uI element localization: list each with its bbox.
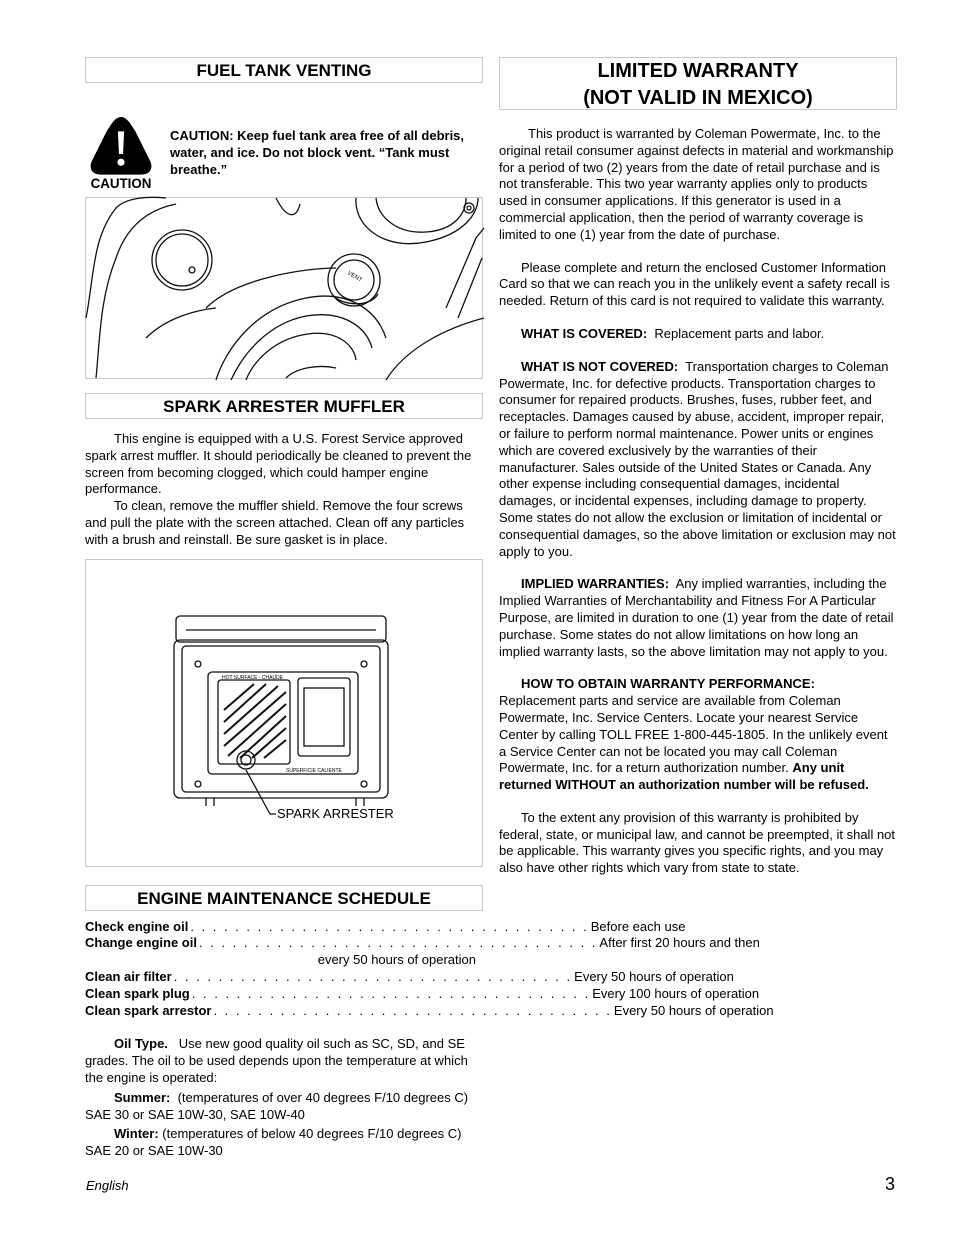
warranty-heading [499,57,897,110]
fuel-cap-figure [85,197,483,379]
oil-type-para: Oil Type. Use new good quality oil such as SC, SD, and SE grades. The oil to be used depends upon the temperature at which the engine is operated: [85,1036,468,1085]
footer-language: English [86,1178,129,1193]
fuel-tank-heading: FUEL TANK VENTING [85,57,483,83]
warranty-how-label: HOW TO OBTAIN WARRANTY PERFORMANCE: [521,676,815,692]
schedule-row-continued: every 50 hours of operation [317,952,476,968]
schedule-row: Clean spark plug . . . . . . . . . . . . . . . . . . . . . . . . . . . . . . . . . . . . Every 100 hours of operation [85,985,760,1001]
warranty-title: LIMITED WARRANTY [597,60,799,82]
svg-text:HOT SURFACE · CHAUDE: HOT SURFACE · CHAUDE [222,674,284,681]
spark-para-2: To clean, remove the muffler shield. Remove the four screws and pull the plate with the screen attached. Clean off any particles with a brush and reinstall. Be sure gasket is in place. [85,498,465,547]
oil-type-section [85,1036,476,1160]
summer-para: Summer: (temperatures of over 40 degrees F/10 degrees C) SAE 30 or SAE 10W-30, SAE 10W-40 [85,1089,469,1122]
schedule-list [85,918,774,1020]
warranty-how-text: Replacement parts and service are available from Coleman Powermate, Inc. Service Centers. Locate your nearest Service Center by calling TOLL FREE 1-800-445-1805. In the unlikely event a Service Center can not be located you may call Coleman Powermate, Inc. for a return authorization number. Any unit returned WITHOUT an authorization number will be refused. [499,693,888,793]
warranty-subtitle: (NOT VALID IN MEXICO) [583,87,813,109]
right-column [499,57,897,877]
svg-text:VENT: VENT [346,270,363,284]
spark-para-1: This engine is equipped with a U.S. Forest Service approved spark arrest muffler. It should periodically be cleaned to prevent the screen from becoming clogged, which could hamper engine performance. [85,431,472,497]
warranty-implied: IMPLIED WARRANTIES: Any implied warranties, including the Implied Warranties of Merchantability and Fitness For A Particular Purpose, are limited in duration to one (1) year from the date of retail purchase. Some states do not allow limitations on how long an implied warranty lasts, so the above limitation may not apply to you. [499,576,894,659]
spark-arrester-label: SPARK ARRESTER [277,805,394,821]
warranty-body [499,126,897,877]
schedule-row: Change engine oil . . . . . . . . . . . . . . . . . . . . . . . . . . . . . . . . . . . . After first 20 hours and then [85,935,760,951]
warranty-extent: To the extent any provision of this warranty is prohibited by federal, state, or municipal law, and cannot be preempted, it shall not be applicable. This warranty gives you specific rights, and you may also have other rights which vary from state to state. [499,809,896,876]
warranty-covered: WHAT IS COVERED: Replacement parts and labor. [521,325,825,341]
muffler-illustration [86,560,484,868]
schedule-row: Clean air filter . . . . . . . . . . . . . . . . . . . . . . . . . . . . . . . . . . . . Every 50 hours of operation [85,968,734,984]
warranty-intro: This product is warranted by Coleman Powermate, Inc. to the original retail consumer against defects in material and workmanship for a period of two (2) years from the date of retail purchase and is not transferable. This two year warranty applies only to products used in consumer applications. If this generator is used in a commercial application, then the period of warranty coverage is limited to one (1) year from the date of purchase. [499,126,894,242]
caution-icon [89,117,153,189]
svg-text:SUPERFICIE CALIENTE: SUPERFICIE CALIENTE [286,767,342,774]
winter-para: Winter: (temperatures of below 40 degrees F/10 degrees C) SAE 20 or SAE 10W-30 [85,1126,462,1159]
warranty-card: Please complete and return the enclosed Customer Information Card so that we can reach you in the unlikely event a safety recall is needed. Return of this card is not required to validate this warranty. [499,259,890,309]
schedule-row: Clean spark arrestor . . . . . . . . . . . . . . . . . . . . . . . . . . . . . . . . . . . . Every 50 hours of operation [85,1002,774,1018]
svg-text:CAUTION: CAUTION [90,175,152,191]
fuel-tank-illustration [86,198,484,380]
caution-text: CAUTION: Keep fuel tank area free of all debris, water, and ice. Do not block vent. “Tank must breathe.” [170,128,465,177]
spark-text [85,431,483,549]
schedule-row: Check engine oil . . . . . . . . . . . . . . . . . . . . . . . . . . . . . . . . . . . . Before each use [85,918,686,934]
page-number: 3 [885,1174,896,1194]
spark-arrester-figure [85,559,483,867]
spark-heading: SPARK ARRESTER MUFFLER [85,393,483,419]
schedule-heading: ENGINE MAINTENANCE SCHEDULE [85,885,483,911]
caution-block [85,83,483,195]
warranty-not-covered: WHAT IS NOT COVERED: Transportation charges to Coleman Powermate, Inc. for defective products. Transportation charges to consumer for repaired products. Brushes, fuses, rubber feet, and receptacles. Damages caused by abuse, accident, improper repair, or failure to perform normal maintenance. Power units or engines which are covered exclusively by the warranties of their manufacturer. Sales outside of the United States or Canada. Any other expense including consequential damages, incidental damages, or incidental expenses, including damage to property. Some states do not allow the exclusion or limitation of incidental or consequential damages, so the above limitation or exclusion may not apply to you. [499,358,896,559]
